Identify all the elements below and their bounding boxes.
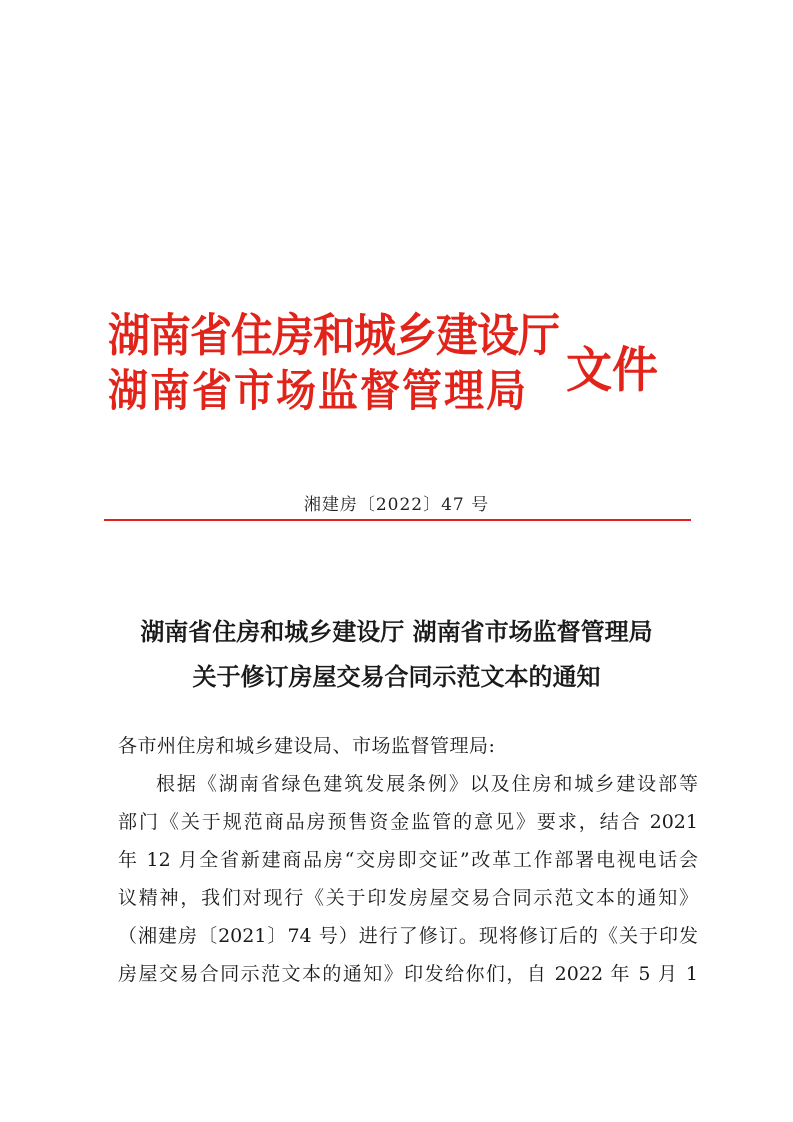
body-line: 房屋交易合同示范文本的通知》印发给你们，自 2022 年 5 月 1: [118, 963, 698, 985]
document-suffix: 文件: [566, 341, 658, 399]
title-line-1: 湖南省住房和城乡建设厅 湖南省市场监督管理局: [140, 618, 653, 646]
body-paragraph: [118, 765, 698, 993]
red-divider-line: [104, 519, 691, 521]
body-line: 部门《关于规范商品房预售资金监管的意见》要求，结合 2021: [118, 811, 698, 833]
salutation: 各市州住房和城乡建设局、市场监督管理局:: [118, 735, 496, 757]
title-line-2: 关于修订房屋交易合同示范文本的通知: [192, 663, 601, 691]
body-line: 议精神，我们对现行《关于印发房屋交易合同示范文本的通知》: [118, 887, 698, 909]
body-line: （湘建房〔2021〕74 号）进行了修订。现将修订后的《关于印发: [118, 925, 698, 947]
body-line: 根据《湖南省绿色建筑发展条例》以及住房和城乡建设部等: [156, 773, 698, 795]
agency-name-market: 湖南省市场监督管理局: [108, 365, 528, 417]
agency-name-housing: 湖南省住房和城乡建设厅: [108, 308, 560, 362]
body-line: 年 12 月全省新建商品房“交房即交证”改革工作部署电视电话会: [118, 849, 698, 871]
document-number: 湘建房〔2022〕47 号: [303, 495, 490, 515]
red-header: [108, 300, 688, 430]
